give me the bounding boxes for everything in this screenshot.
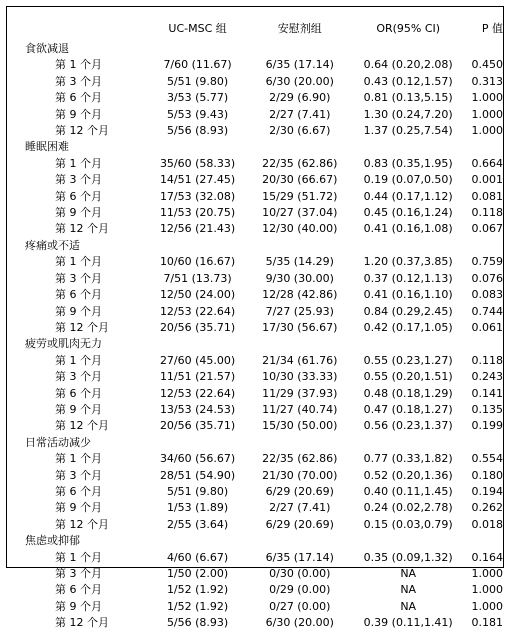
uc-msc-value: 1/50 (2.00)	[166, 567, 229, 580]
table-row	[25, 254, 503, 270]
uc-msc-value: 7/60 (11.67)	[163, 58, 232, 72]
uc-msc-value: 5/56 (8.93)	[166, 124, 229, 138]
row-label: 第 3 个月	[55, 74, 102, 88]
group-name: 食欲减退	[25, 42, 69, 55]
or-value: 0.77 (0.33,1.82)	[363, 452, 453, 466]
p-value: 1.000	[471, 583, 503, 597]
uc-msc-value: 3/53 (5.77)	[166, 91, 229, 105]
uc-msc-value: 17/53 (32.08)	[159, 189, 236, 203]
table-row	[25, 287, 503, 303]
uc-msc-value: 1/52 (1.92)	[166, 583, 229, 597]
or-value: 0.52 (0.20,1.36)	[363, 468, 453, 482]
row-label: 第 9 个月	[55, 402, 102, 416]
placebo-value: 15/29 (51.72)	[262, 189, 338, 203]
uc-msc-value: 11/53 (20.75)	[159, 206, 236, 220]
placebo-value: 6/29 (20.69)	[265, 484, 334, 498]
row-label: 第 6 个月	[55, 91, 102, 105]
header-row	[25, 17, 503, 41]
p-value: 0.018	[471, 517, 503, 531]
row-label: 第 9 个月	[55, 107, 102, 121]
or-value: 0.35 (0.09,1.32)	[363, 550, 453, 564]
table-row	[25, 90, 503, 106]
or-value: 0.55 (0.23,1.27)	[363, 353, 453, 367]
table-row	[25, 107, 503, 123]
uc-msc-value: 34/60 (56.67)	[159, 452, 236, 466]
p-value: 0.554	[471, 452, 503, 466]
or-value: 1.20 (0.37,3.85)	[363, 255, 453, 269]
table-row	[25, 205, 503, 221]
p-value: 0.067	[471, 222, 503, 236]
uc-msc-value: 12/50 (24.00)	[159, 288, 236, 302]
or-value: 0.44 (0.17,1.12)	[363, 189, 453, 203]
p-value: 0.061	[471, 320, 503, 334]
or-value: 0.42 (0.17,1.05)	[363, 320, 453, 334]
group-name: 焦虑或抑郁	[25, 534, 80, 548]
or-value: 0.47 (0.18,1.27)	[363, 402, 453, 416]
uc-msc-value: 7/51 (13.73)	[163, 271, 232, 285]
row-label: 第 12 个月	[55, 419, 109, 433]
group-name: 睡眠困难	[25, 140, 69, 154]
or-value: 0.84 (0.29,2.45)	[363, 304, 453, 318]
table-row	[25, 221, 503, 237]
row-label: 第 6 个月	[55, 484, 102, 498]
header-uc-msc: UC-MSC 组	[168, 22, 227, 35]
row-label: 第 12 个月	[55, 616, 109, 630]
header-or: OR(95% CI)	[376, 22, 441, 35]
or-value: 0.43 (0.12,1.57)	[363, 74, 453, 88]
uc-msc-value: 20/56 (35.71)	[159, 320, 236, 334]
placebo-value: 0/30 (0.00)	[269, 567, 331, 580]
placebo-value: 15/30 (50.00)	[262, 419, 338, 433]
header-placebo: 安慰剂组	[277, 22, 322, 35]
row-label: 第 3 个月	[55, 370, 102, 384]
placebo-value: 6/35 (17.14)	[265, 58, 334, 72]
p-value: 0.199	[471, 419, 503, 433]
or-value: 0.83 (0.35,1.95)	[363, 156, 453, 170]
table-row	[25, 500, 503, 516]
or-value: 0.39 (0.11,1.41)	[363, 616, 453, 630]
p-value: 0.181	[471, 616, 503, 630]
p-value: 0.001	[471, 173, 503, 187]
table-row	[25, 386, 503, 402]
uc-msc-value: 14/51 (27.45)	[159, 173, 236, 187]
uc-msc-value: 5/56 (8.93)	[166, 616, 229, 630]
uc-msc-value: 35/60 (58.33)	[159, 156, 236, 170]
or-value: 0.81 (0.13,5.15)	[363, 91, 453, 105]
or-value: 0.19 (0.07,0.50)	[363, 173, 453, 187]
row-label: 第 6 个月	[55, 288, 102, 302]
row-label: 第 9 个月	[55, 304, 102, 318]
p-value: 1.000	[471, 599, 503, 613]
or-value: 1.30 (0.24,7.20)	[363, 107, 453, 121]
placebo-value: 17/30 (56.67)	[262, 320, 338, 334]
group-name: 疼痛或不适	[25, 238, 80, 252]
uc-msc-value: 12/53 (22.64)	[159, 386, 236, 400]
table-row	[25, 582, 503, 598]
uc-msc-value: 11/51 (21.57)	[159, 370, 236, 384]
group-header-row	[25, 139, 503, 155]
row-label: 第 9 个月	[55, 206, 102, 220]
row-label: 第 6 个月	[55, 583, 102, 597]
uc-msc-value: 12/53 (22.64)	[159, 304, 236, 318]
uc-msc-value: 1/52 (1.92)	[166, 599, 229, 613]
uc-msc-value: 1/53 (1.89)	[166, 501, 229, 515]
header-p-value: P 值	[481, 22, 503, 35]
or-value: 0.64 (0.20,2.08)	[363, 58, 453, 72]
or-value: 0.37 (0.12,1.13)	[363, 271, 453, 285]
table-row	[25, 599, 503, 615]
p-value: 0.450	[471, 58, 503, 72]
results-table	[25, 17, 503, 632]
p-value: 0.076	[471, 271, 503, 285]
table-row	[25, 550, 503, 566]
placebo-value: 2/27 (7.41)	[269, 107, 331, 121]
row-label: 第 3 个月	[55, 468, 102, 482]
table-row	[25, 353, 503, 369]
placebo-value: 2/30 (6.67)	[269, 124, 331, 138]
group-header-row	[25, 533, 503, 549]
uc-msc-value: 5/51 (9.80)	[166, 484, 229, 498]
header-label	[25, 17, 147, 41]
p-value: 0.180	[471, 468, 503, 482]
table-body	[25, 41, 503, 632]
p-value: 0.083	[471, 288, 503, 302]
placebo-value: 10/30 (33.33)	[262, 370, 338, 384]
or-value: 0.45 (0.16,1.24)	[363, 206, 453, 220]
p-value: 0.759	[471, 255, 503, 269]
placebo-value: 6/35 (17.14)	[265, 550, 334, 564]
placebo-value: 0/27 (0.00)	[269, 599, 331, 613]
placebo-value: 9/30 (30.00)	[265, 271, 334, 285]
or-value: NA	[400, 583, 417, 597]
placebo-value: 10/27 (37.04)	[262, 206, 338, 220]
uc-msc-value: 12/56 (21.43)	[159, 222, 236, 236]
table-row	[25, 517, 503, 533]
row-label: 第 1 个月	[55, 353, 102, 367]
group-header-row	[25, 41, 503, 57]
table-frame	[6, 6, 504, 630]
p-value: 0.118	[471, 206, 503, 220]
or-value: NA	[400, 599, 417, 613]
placebo-value: 20/30 (66.67)	[262, 173, 338, 187]
or-value: NA	[400, 567, 417, 580]
placebo-value: 12/30 (40.00)	[262, 222, 338, 236]
table-row	[25, 57, 503, 73]
placebo-value: 5/35 (14.29)	[265, 255, 334, 269]
uc-msc-value: 13/53 (24.53)	[159, 402, 236, 416]
table-row	[25, 369, 503, 385]
group-name: 疲劳或肌肉无力	[25, 337, 102, 351]
or-value: 0.48 (0.18,1.29)	[363, 386, 453, 400]
placebo-value: 2/27 (7.41)	[269, 501, 331, 515]
row-label: 第 1 个月	[55, 156, 102, 170]
p-value: 0.664	[471, 156, 503, 170]
table-row	[25, 402, 503, 418]
row-label: 第 6 个月	[55, 386, 102, 400]
row-label: 第 9 个月	[55, 599, 102, 613]
table-row	[25, 468, 503, 484]
uc-msc-value: 5/51 (9.80)	[166, 74, 229, 88]
p-value: 0.118	[471, 353, 503, 367]
table-row	[25, 172, 503, 188]
p-value: 1.000	[471, 91, 503, 105]
row-label: 第 12 个月	[55, 222, 109, 236]
uc-msc-value: 2/55 (3.64)	[166, 517, 229, 531]
placebo-value: 22/35 (62.86)	[262, 452, 338, 466]
row-label: 第 1 个月	[55, 58, 102, 72]
placebo-value: 21/30 (70.00)	[262, 468, 338, 482]
placebo-value: 6/30 (20.00)	[265, 74, 334, 88]
row-label: 第 12 个月	[55, 124, 109, 138]
uc-msc-value: 10/60 (16.67)	[159, 255, 236, 269]
uc-msc-value: 27/60 (45.00)	[159, 353, 236, 367]
placebo-value: 6/29 (20.69)	[265, 517, 334, 531]
group-header-row	[25, 238, 503, 254]
group-header-row	[25, 336, 503, 352]
or-value: 1.37 (0.25,7.54)	[363, 124, 453, 138]
table-row	[25, 566, 503, 582]
placebo-value: 7/27 (25.93)	[265, 304, 334, 318]
placebo-value: 22/35 (62.86)	[262, 156, 338, 170]
row-label: 第 3 个月	[55, 271, 102, 285]
p-value: 1.000	[471, 107, 503, 121]
placebo-value: 21/34 (61.76)	[262, 353, 338, 367]
or-value: 0.41 (0.16,1.08)	[363, 222, 453, 236]
or-value: 0.41 (0.16,1.10)	[363, 288, 453, 302]
p-value: 0.164	[471, 550, 503, 564]
placebo-value: 11/29 (37.93)	[262, 386, 338, 400]
table-row	[25, 320, 503, 336]
p-value: 0.313	[471, 74, 503, 88]
or-value: 0.15 (0.03,0.79)	[363, 517, 453, 531]
row-label: 第 1 个月	[55, 255, 102, 269]
uc-msc-value: 20/56 (35.71)	[159, 419, 236, 433]
placebo-value: 0/29 (0.00)	[269, 583, 331, 597]
p-value: 0.744	[471, 304, 503, 318]
p-value: 1.000	[471, 567, 503, 580]
row-label: 第 1 个月	[55, 452, 102, 466]
table-row	[25, 189, 503, 205]
group-name: 日常活动减少	[25, 435, 91, 449]
placebo-value: 11/27 (40.74)	[262, 402, 338, 416]
table-row	[25, 156, 503, 172]
or-value: 0.24 (0.02,2.78)	[363, 501, 453, 515]
table-row	[25, 304, 503, 320]
row-label: 第 12 个月	[55, 320, 109, 334]
p-value: 1.000	[471, 124, 503, 138]
table-row	[25, 418, 503, 434]
row-label: 第 3 个月	[55, 567, 102, 580]
table-row	[25, 74, 503, 90]
p-value: 0.243	[471, 370, 503, 384]
p-value: 0.194	[471, 484, 503, 498]
group-header-row	[25, 435, 503, 451]
row-label: 第 12 个月	[55, 517, 109, 531]
uc-msc-value: 28/51 (54.90)	[159, 468, 236, 482]
row-label: 第 3 个月	[55, 173, 102, 187]
uc-msc-value: 4/60 (6.67)	[166, 550, 229, 564]
uc-msc-value: 5/53 (9.43)	[166, 107, 229, 121]
placebo-value: 12/28 (42.86)	[262, 288, 338, 302]
or-value: 0.40 (0.11,1.45)	[363, 484, 453, 498]
p-value: 0.081	[471, 189, 503, 203]
table-row	[25, 484, 503, 500]
p-value: 0.135	[471, 402, 503, 416]
table-row	[25, 451, 503, 467]
placebo-value: 6/30 (20.00)	[265, 616, 334, 630]
p-value: 0.141	[471, 386, 503, 400]
or-value: 0.56 (0.23,1.37)	[363, 419, 453, 433]
row-label: 第 9 个月	[55, 501, 102, 515]
table-row	[25, 271, 503, 287]
placebo-value: 2/29 (6.90)	[269, 91, 331, 105]
row-label: 第 1 个月	[55, 550, 102, 564]
table-row	[25, 123, 503, 139]
or-value: 0.55 (0.20,1.51)	[363, 370, 453, 384]
row-label: 第 6 个月	[55, 189, 102, 203]
table-row	[25, 615, 503, 631]
p-value: 0.262	[471, 501, 503, 515]
